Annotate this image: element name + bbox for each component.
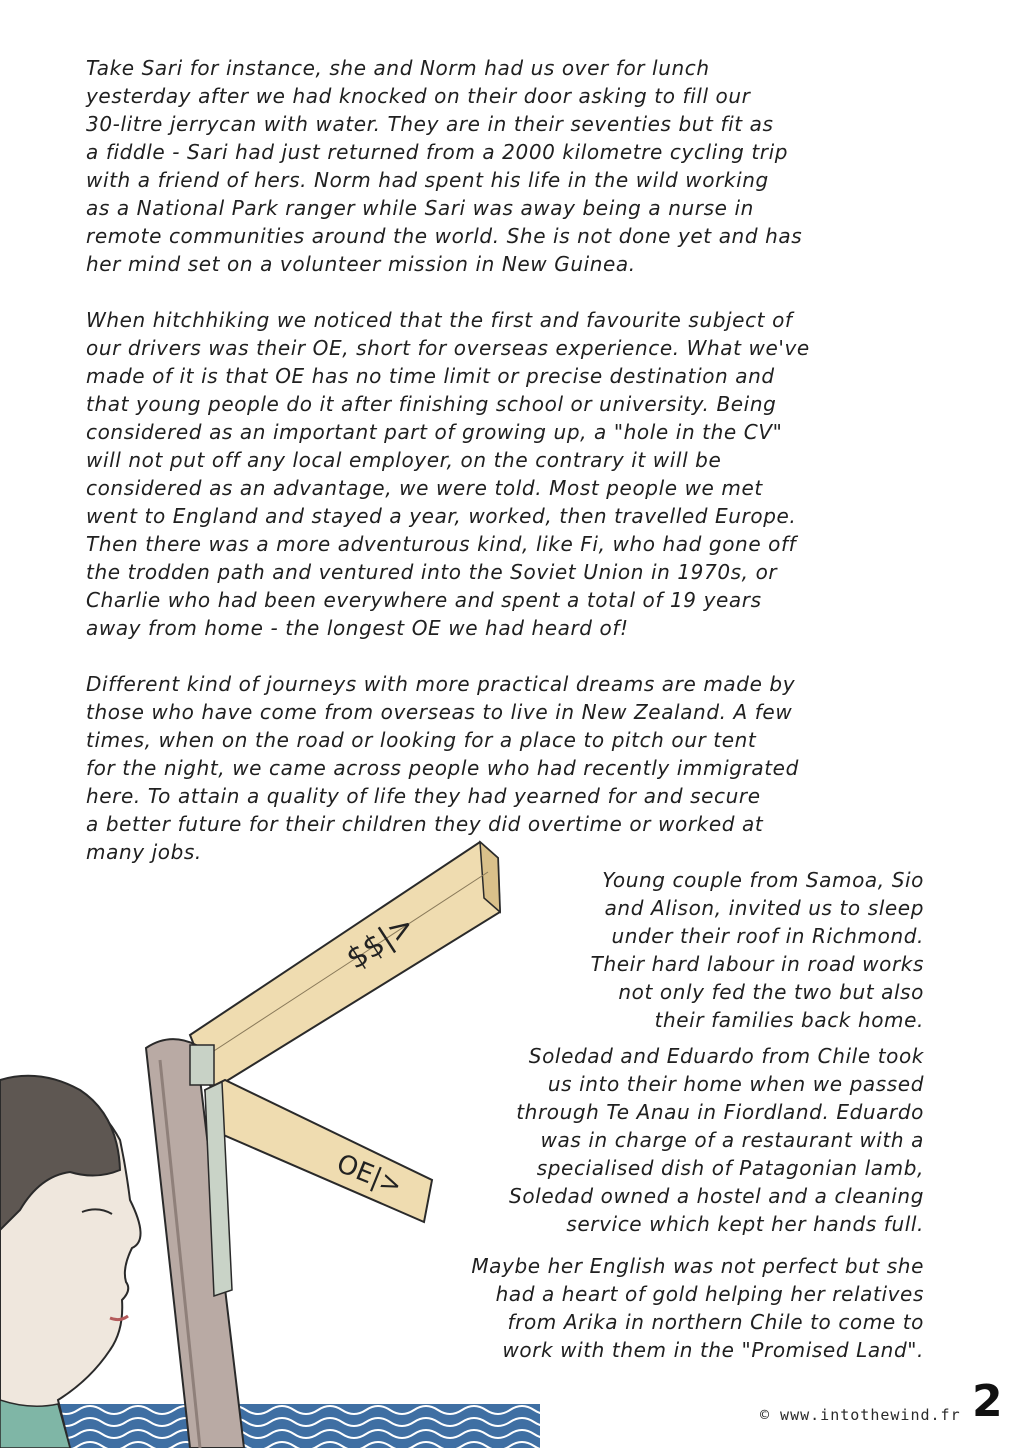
text-line: that young people do it after finishing school or university. Being — [86, 392, 777, 416]
text-line: Then there was a more adventurous kind, like Fi, who had gone off — [86, 532, 797, 556]
paragraph-sari-and-norm — [86, 54, 802, 278]
text-line: Soledad and Eduardo from Chile took — [528, 1044, 924, 1068]
text-line: away from home - the longest OE we had heard of! — [86, 616, 629, 640]
text-line: made of it is that OE has no time limit or precise destination and — [86, 364, 775, 388]
copyright-url: © www.intothewind.fr — [760, 1406, 961, 1424]
text-line: times, when on the road or looking for a place to pitch our tent — [86, 728, 757, 752]
text-line: our drivers was their OE, short for overseas experience. What we've — [86, 336, 810, 360]
text-line: as a National Park ranger while Sari was away being a nurse in — [86, 196, 754, 220]
text-line: many jobs. — [86, 840, 202, 864]
text-line: service which kept her hands full. — [566, 1212, 924, 1236]
upper-sign-board — [190, 842, 500, 1090]
text-line: those who have come from overseas to live in New Zealand. A few — [86, 700, 793, 724]
paragraph-samoa-couple — [591, 866, 924, 1034]
text-line: a better future for their children they did overtime or worked at — [86, 812, 764, 836]
text-line: through Te Anau in Fiordland. Eduardo — [516, 1100, 924, 1124]
text-line: went to England and stayed a year, worked, then travelled Europe. — [86, 504, 797, 528]
text-line: the trodden path and ventured into the Soviet Union in 1970s, or — [86, 560, 778, 584]
text-line: specialised dish of Patagonian lamb, — [536, 1156, 924, 1180]
lower-sign-board — [205, 1080, 432, 1296]
text-line: Charlie who had been everywhere and spent a total of 19 years — [86, 588, 762, 612]
text-line: Maybe her English was not perfect but she — [471, 1254, 924, 1278]
text-line: not only fed the two but also — [618, 980, 924, 1004]
text-line: Their hard labour in road works — [590, 952, 924, 976]
paragraph-overseas-experience — [86, 306, 810, 642]
text-line: a fiddle - Sari had just returned from a 2000 kilometre cycling trip — [86, 140, 789, 164]
upper-sign-text: $$|> — [340, 907, 421, 977]
text-line: here. To attain a quality of life they had yearned for and secure — [86, 784, 761, 808]
text-line: her mind set on a volunteer mission in New Guinea. — [86, 252, 636, 276]
text-line: Take Sari for instance, she and Norm had us over for lunch — [86, 56, 710, 80]
text-line: 30-litre jerrycan with water. They are in their seventies but fit as — [86, 112, 774, 136]
woman-portrait — [0, 1076, 141, 1448]
text-line: had a heart of gold helping her relatives — [495, 1282, 924, 1306]
lower-sign-text: OE|> — [332, 1148, 407, 1202]
text-line: work with them in the "Promised Land". — [502, 1338, 924, 1362]
text-line: for the night, we came across people who had recently immigrated — [86, 756, 799, 780]
text-line: was in charge of a restaurant with a — [540, 1128, 924, 1152]
text-line: will not put off any local employer, on the contrary it will be — [86, 448, 722, 472]
text-line: from Arika in northern Chile to come to — [507, 1310, 924, 1334]
sea-waves — [30, 1404, 558, 1448]
text-line: under their roof in Richmond. — [611, 924, 924, 948]
text-line: yesterday after we had knocked on their door asking to fill our — [86, 84, 751, 108]
page-number: 2 — [972, 1376, 1003, 1427]
text-line: considered as an important part of growing up, a "hole in the CV" — [86, 420, 783, 444]
text-line: their families back home. — [654, 1008, 924, 1032]
text-line: remote communities around the world. She is not done yet and has — [86, 224, 803, 248]
text-line: us into their home when we passed — [547, 1072, 924, 1096]
text-line: with a friend of hers. Norm had spent his life in the wild working — [86, 168, 769, 192]
paragraph-heart-of-gold — [471, 1252, 924, 1364]
text-line: Different kind of journeys with more practical dreams are made by — [86, 672, 796, 696]
text-line: considered as an advantage, we were told. Most people we met — [86, 476, 763, 500]
text-line: When hitchhiking we noticed that the first and favourite subject of — [86, 308, 793, 332]
text-line: and Alison, invited us to sleep — [604, 896, 924, 920]
text-line: Young couple from Samoa, Sio — [602, 868, 924, 892]
paragraph-chilean-couple — [509, 1042, 924, 1238]
text-line: Soledad owned a hostel and a cleaning — [509, 1184, 924, 1208]
